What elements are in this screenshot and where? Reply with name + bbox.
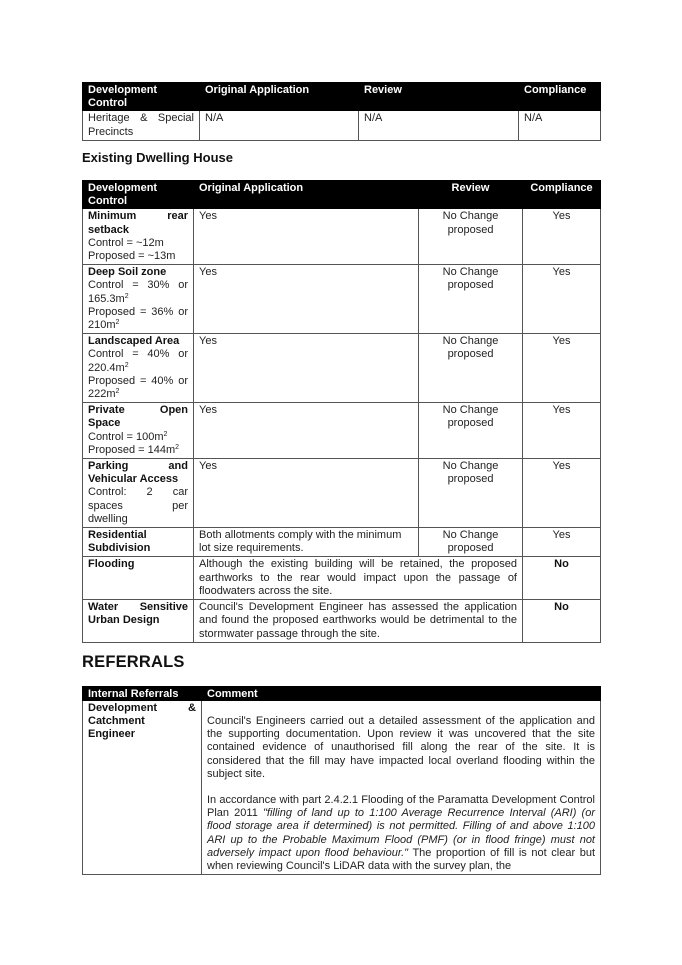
cell-comment — [202, 701, 601, 875]
cell-review: No Change proposed — [419, 209, 523, 265]
control-line: Control = 30% or $165.3m^2$ — [88, 279, 188, 305]
control-title: Residential Subdivision — [88, 529, 151, 555]
control-line: spaces per — [88, 499, 188, 512]
control-line: Proposed = $144m^2$ — [88, 443, 180, 456]
table-row — [83, 403, 601, 459]
cell-control: Heritage & Special Precincts — [83, 111, 200, 140]
control-title-cont: setback — [88, 223, 129, 236]
cell-control — [83, 209, 194, 265]
cell-compliance: N/A — [519, 111, 601, 140]
cell-original: Both allotments comply with the minimum lot size requirements. — [194, 528, 419, 557]
comment-paragraph — [207, 794, 595, 873]
cell-review: No Change proposed — [419, 265, 523, 334]
table-row — [83, 701, 601, 875]
cell-original: Yes — [194, 209, 419, 265]
cell-compliance: Yes — [523, 265, 601, 334]
control-title: Water Sensitive — [88, 601, 188, 614]
table-header-row — [83, 83, 601, 111]
paragraph-rest: The proportion of fill is not clear but when reviewing Council's LiDAR data with the survey plan, the — [207, 846, 596, 873]
table-header-row — [83, 181, 601, 209]
cell-control — [83, 459, 194, 528]
cell-control — [83, 403, 194, 459]
table-row — [83, 459, 601, 528]
control-title: Private Open — [88, 404, 188, 417]
cell-review: N/A — [359, 111, 519, 140]
header-development-control: Development Control — [83, 181, 194, 209]
control-title-cont: Space — [88, 417, 121, 430]
control-title-cont: Vehicular Access — [88, 473, 179, 486]
control-title: Deep Soil zone — [88, 266, 167, 279]
header-review: Review — [419, 181, 523, 209]
header-original-application: Original Application — [194, 181, 419, 209]
cell-original: Although the existing building will be retained, the proposed earthworks to the rear would impact upon the passage of floodwaters across the site. — [194, 557, 523, 600]
control-title: Minimum rear — [88, 210, 188, 223]
cell-compliance: Yes — [523, 334, 601, 403]
cell-original: Council's Development Engineer has assessed the application and found the proposed earthworks would be detrimental to the stormwater passage through the site. — [194, 600, 523, 643]
referral-title-cont: Catchment — [88, 715, 145, 728]
cell-original: Yes — [194, 265, 419, 334]
referral-title-cont: Engineer — [88, 728, 136, 741]
control-line: Control = 40% or $220.4m^2$ — [88, 348, 188, 374]
cell-review: No Change proposed — [419, 528, 523, 557]
cell-compliance: Yes — [523, 459, 601, 528]
header-review: Review — [359, 83, 519, 111]
header-compliance: Compliance — [523, 181, 601, 209]
cell-control — [83, 334, 194, 403]
referrals-heading: REFERRALS — [82, 653, 185, 671]
existing-dwelling-table — [82, 180, 601, 643]
control-line: Proposed = 36% or $210m^2$ — [88, 305, 188, 332]
control-line: Proposed = ~13m — [88, 250, 176, 263]
header-compliance: Compliance — [519, 83, 601, 111]
table-row — [83, 528, 601, 557]
control-line: Control: 2 car — [88, 486, 188, 499]
control-line: Proposed = 40% or $222m^2$ — [88, 374, 188, 401]
paragraph-intro: In accordance with part 2.4.2.1 Flooding of the Paramatta Development Control Plan 2011 — [207, 794, 595, 820]
heritage-table — [82, 82, 601, 141]
control-line: dwelling — [88, 512, 128, 525]
control-title: Parking and — [88, 460, 188, 473]
cell-compliance: No — [523, 600, 601, 643]
table-header-row — [83, 687, 601, 701]
table-row — [83, 111, 601, 140]
cell-original: N/A — [200, 111, 359, 140]
table-row — [83, 334, 601, 403]
header-original-application: Original Application — [200, 83, 359, 111]
control-title: Flooding — [88, 558, 135, 571]
control-line: Control = ~12m — [88, 236, 164, 249]
spacer — [207, 781, 595, 794]
cell-original: Yes — [194, 334, 419, 403]
table-row — [83, 557, 601, 600]
control-title: Landscaped Area — [88, 335, 180, 348]
header-internal-referrals: Internal Referrals — [83, 687, 202, 701]
control-line: Control = $100m^2$ — [88, 430, 168, 443]
cell-original: Yes — [194, 403, 419, 459]
table-row — [83, 265, 601, 334]
referrals-table — [82, 686, 601, 875]
header-development-control: Development Control — [83, 83, 200, 111]
cell-compliance: Yes — [523, 528, 601, 557]
existing-dwelling-heading: Existing Dwelling House — [82, 150, 233, 165]
cell-compliance: No — [523, 557, 601, 600]
comment-paragraph: Council's Engineers carried out a detailed assessment of the application and the supporting documentation. Upon review it was uncovered that the site contained evidence of unauthorised fill along the rear of the site. It is considered that the fill may have impacted local overland flooding within the subject site. — [207, 715, 595, 780]
cell-control — [83, 557, 194, 600]
control-title-cont: Urban Design — [88, 614, 160, 627]
dcp-quote: "filling of land up to 1:100 Average Recurrence Interval (ARI) (or flood storage area if determined) is not permitted. Filling of and above 1:100 ARI up to the Probable Maximum Flood (PMF) (or in flood fringe) must not adversely impact upon flood behaviour." — [207, 807, 595, 859]
table-row — [83, 209, 601, 265]
cell-referral — [83, 701, 202, 875]
cell-compliance: Yes — [523, 403, 601, 459]
cell-control — [83, 600, 194, 643]
cell-review: No Change proposed — [419, 334, 523, 403]
referral-title: Development & — [88, 702, 196, 714]
cell-compliance: Yes — [523, 209, 601, 265]
header-comment: Comment — [202, 687, 601, 701]
spacer — [207, 702, 595, 715]
cell-review: No Change proposed — [419, 403, 523, 459]
cell-original: Yes — [194, 459, 419, 528]
cell-review: No Change proposed — [419, 459, 523, 528]
table-row — [83, 600, 601, 643]
cell-control — [83, 528, 194, 557]
cell-control — [83, 265, 194, 334]
